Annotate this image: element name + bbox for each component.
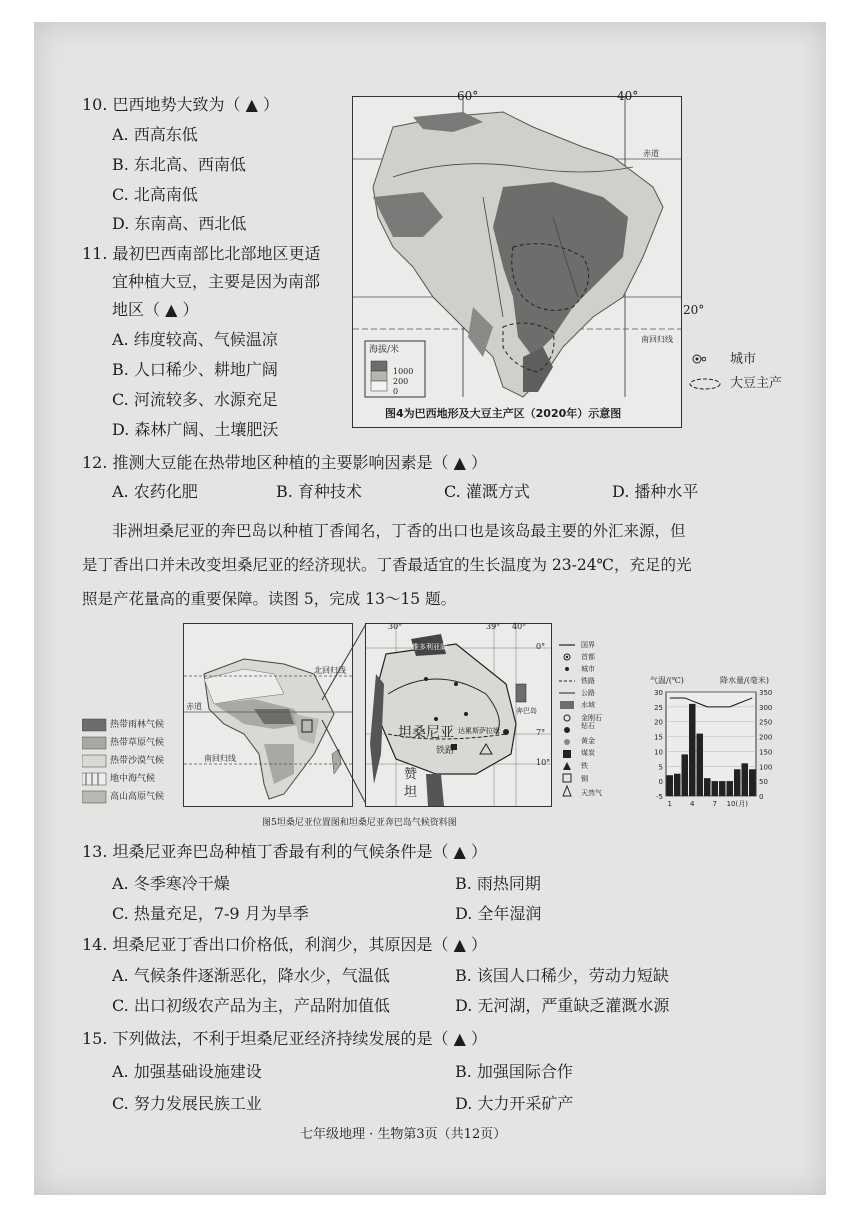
x-tick-label: 1: [667, 800, 672, 808]
tz-island-label: 奔巴岛: [516, 707, 537, 715]
q10-option-b: B. 东北高、西南低: [112, 155, 246, 174]
fig4-city-label: 城市: [730, 352, 757, 367]
africa-tropic-capricorn: 南回归线: [204, 754, 236, 763]
x-tick-label: 7: [712, 800, 717, 808]
passage-line3: 照是产花量高的重要保障。读图 5，完成 13～15 题。: [82, 590, 457, 608]
x-tick-label: 10(月): [726, 800, 748, 808]
fig4-caption: 图4为巴西地形及大豆主产区（2020年）示意图: [385, 407, 622, 420]
q14-stem: 14. 坦桑尼亚丁香出口价格低，利润少，其原因是（ ▲ ）: [82, 935, 488, 954]
q14-option-b: B. 该国人口稀少，劳动力短缺: [455, 966, 669, 985]
city-symbol-icon: [692, 352, 706, 366]
y-tick-right: 200: [759, 733, 773, 742]
tz-legend-gold: 黄金: [581, 737, 595, 745]
tz-lon-40: 40°: [512, 622, 527, 631]
tz-legend-water: 水域: [581, 701, 595, 709]
tz-zambia-label2: 坦: [404, 785, 418, 800]
q12-stem: 12. 推测大豆能在热带地区种植的主要影响因素是（ ▲ ）: [82, 453, 488, 472]
fig5-climate-legend: [82, 718, 182, 818]
tz-country-name: 坦桑尼亚: [398, 725, 454, 741]
tz-legend-road: 公路: [581, 689, 595, 697]
fig5-tanzania-map: [365, 623, 552, 807]
africa-equator: 赤道: [186, 702, 202, 711]
q11-stem-line1: 11. 最初巴西南部比北部地区更适: [82, 244, 321, 263]
climate-chart: [640, 686, 780, 816]
tz-lat-7: 7°: [536, 728, 546, 737]
q12-option-c: C. 灌溉方式: [444, 482, 530, 501]
precip-bar: [749, 769, 756, 796]
q13-option-d: D. 全年湿润: [455, 904, 542, 923]
q13-stem: 13. 坦桑尼亚奔巴岛种植丁香最有利的气候条件是（ ▲ ）: [82, 842, 488, 861]
precip-bar: [667, 775, 674, 796]
y-tick-left: 5: [658, 763, 663, 772]
q11-stem-line2: 宜种植大豆，主要是因为南部: [112, 272, 321, 291]
y-tick-left: 15: [654, 733, 663, 742]
q14-option-a: A. 气候条件逐渐恶化，降水少，气温低: [112, 966, 390, 985]
y-tick-right: 250: [759, 718, 773, 727]
fig4-lon-40: 40°: [617, 89, 639, 103]
y-tick-right: 50: [759, 778, 768, 787]
tz-legend-diamond2: 钻石: [581, 722, 595, 730]
q10-option-c: C. 北高南低: [112, 185, 198, 204]
tz-lat-10: 10°: [536, 758, 551, 767]
precip-bar: [734, 769, 741, 796]
y-tick-left: 30: [654, 689, 663, 697]
q11-option-c: C. 河流较多、水源充足: [112, 390, 278, 409]
fig4-soy-label: 大豆主产: [730, 376, 783, 391]
y-tick-right: 300: [759, 703, 773, 712]
y-tick-right: 0: [759, 793, 764, 801]
fig5-caption: 图5坦桑尼亚位置图和坦桑尼亚奔巴岛气候资料图: [262, 818, 457, 828]
y-tick-left: -5: [656, 793, 663, 801]
q15-option-b: B. 加强国际合作: [455, 1062, 573, 1081]
q12-option-b: B. 育种技术: [276, 482, 362, 501]
soy-area-icon: [688, 377, 722, 391]
tz-rail-label: 铁路: [436, 746, 455, 756]
passage-line1: 非洲坦桑尼亚的奔巴岛以种植丁香闻名，丁香的出口也是该岛最主要的外汇来源，但: [112, 522, 686, 540]
precip-bar: [727, 781, 734, 796]
q15-option-d: D. 大力开采矿产: [455, 1094, 574, 1113]
q12-option-a: A. 农药化肥: [112, 482, 198, 501]
precip-bar: [682, 754, 689, 796]
y-tick-left: 0: [658, 778, 663, 787]
q13-option-c: C. 热量充足，7-9 月为旱季: [112, 904, 309, 923]
q10-stem: 10. 巴西地势大致为（ ▲ ）: [82, 95, 280, 114]
precip-bar: [704, 778, 711, 796]
q15-stem: 15. 下列做法，不利于坦桑尼亚经济持续发展的是（ ▲ ）: [82, 1029, 488, 1048]
q11-stem-line3: 地区（ ▲ ）: [112, 300, 199, 319]
tz-legend-border: 国界: [581, 641, 595, 649]
q10-option-d: D. 东南高、西北低: [112, 214, 247, 233]
y-tick-right: 350: [759, 689, 773, 697]
tz-legend-coal: 煤炭: [581, 749, 595, 757]
fig4-lat-20: 20°: [683, 303, 705, 317]
fig4-legend-200: 200: [393, 377, 409, 386]
tz-legend-city: 城市: [581, 665, 595, 673]
y-tick-left: 20: [654, 718, 663, 727]
tz-legend-rail: 铁路: [581, 677, 595, 685]
precip-bar: [742, 763, 749, 796]
tz-legend-iron: 铁: [581, 762, 588, 770]
fig4-legend-1000: 1000: [393, 367, 414, 376]
climate-ylabel-right: 降水量/(毫米): [720, 676, 769, 685]
q13-option-a: A. 冬季寒冷干燥: [112, 874, 230, 893]
tz-legend-copper: 铜: [581, 775, 588, 783]
tz-lat-0: 0°: [536, 642, 546, 651]
precip-bar: [712, 781, 719, 796]
q14-option-c: C. 出口初级农产品为主，产品附加值低: [112, 996, 390, 1015]
y-tick-right: 100: [759, 763, 773, 772]
legend-rainforest: 热带雨林气候: [110, 720, 165, 730]
tz-legend-gas: 天然气: [581, 789, 602, 797]
q15-option-a: A. 加强基础设施建设: [112, 1062, 262, 1081]
tz-legend-diamond: 金刚石: [581, 714, 602, 722]
map-connector-lines: [320, 620, 370, 810]
fig4-tropic-label: 南回归线: [641, 335, 673, 344]
legend-mediterranean: 地中海气候: [110, 774, 156, 784]
legend-highland: 高山高原气候: [110, 792, 165, 802]
tz-lon-39: 39°: [486, 622, 501, 631]
y-tick-right: 150: [759, 748, 773, 757]
tz-zambia-label: 赞: [404, 767, 418, 782]
q11-option-d: D. 森林广阔、土壤肥沃: [112, 420, 279, 439]
q14-option-d: D. 无河湖，严重缺乏灌溉水源: [455, 996, 670, 1015]
passage-line2: 是丁香出口并未改变坦桑尼亚的经济现状。丁香最适宜的生长温度为 23-24℃，充足的光: [82, 556, 692, 574]
precip-bar: [719, 781, 726, 796]
q15-option-c: C. 努力发展民族工业: [112, 1094, 262, 1113]
africa-tropic-cancer: 北回归线: [314, 666, 346, 675]
tz-capital-label: 达累斯萨拉姆: [458, 727, 500, 735]
fig4-equator-label: 赤道: [643, 149, 659, 158]
legend-savanna: 热带草原气候: [110, 738, 165, 748]
climate-ylabel-left: 气温/(℃): [650, 676, 684, 685]
q12-option-d: D. 播种水平: [612, 482, 699, 501]
precip-bar: [689, 704, 696, 796]
legend-desert: 热带沙漠气候: [110, 756, 165, 766]
y-tick-left: 25: [654, 703, 663, 712]
q11-option-a: A. 纬度较高、气候温凉: [112, 330, 278, 349]
tz-lake-label: 维多利亚湖: [412, 643, 447, 651]
fig4-legend-0: 0: [393, 387, 399, 396]
fig5-tanzania-legend: [557, 640, 617, 810]
fig4-lon-60: 60°: [457, 89, 479, 103]
q10-option-a: A. 西高东低: [112, 125, 198, 144]
x-tick-label: 4: [690, 800, 695, 808]
precip-bar: [697, 734, 704, 796]
tz-legend-capital: 首都: [581, 653, 595, 661]
precip-bar: [674, 774, 681, 796]
q11-option-b: B. 人口稀少、耕地广阔: [112, 360, 278, 379]
tz-lon-30: 30°: [388, 622, 403, 631]
fig4-legend-title: 海拔/米: [369, 345, 400, 355]
q13-option-b: B. 雨热同期: [455, 874, 541, 893]
page-footer: 七年级地理 · 生物第3页（共12页）: [300, 1127, 507, 1142]
y-tick-left: 10: [654, 748, 663, 757]
figure-4-brazil-map: [352, 89, 705, 428]
